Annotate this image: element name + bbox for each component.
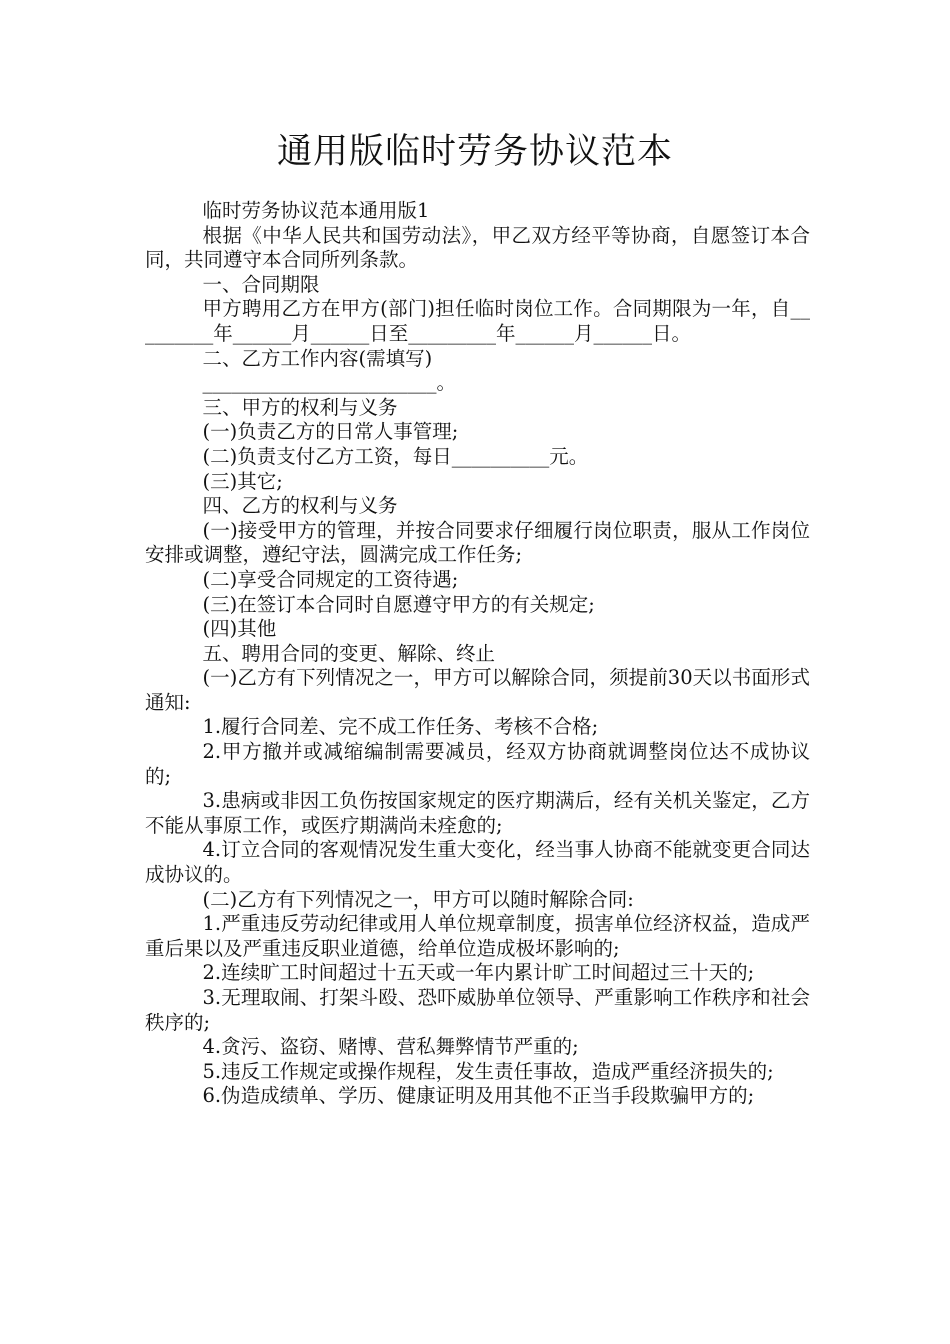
paragraph: (四)其他 xyxy=(202,617,277,641)
paragraph: (一)乙方有下列情况之一，甲方可以解除合同，须提前30天以书面形式通知: xyxy=(145,666,810,714)
paragraph: (一)接受甲方的管理，并按合同要求仔细履行岗位职责，服从工作岗位安排或调整，遵纪守法，圆满完成工作任务; xyxy=(145,518,810,567)
list-item: 6.伪造成绩单、学历、健康证明及用其他不正当手段欺骗甲方的; xyxy=(202,1084,755,1108)
fill-blank-line: ________________________。 xyxy=(202,371,457,395)
list-item: 1.严重违反劳动纪律或用人单位规章制度，损害单位经济权益，造成严重后果以及严重违反职业道德，给单位造成极坏影响的; xyxy=(145,912,810,960)
paragraph: (三)其它; xyxy=(202,469,283,493)
paragraph: (一)负责乙方的日常人事管理; xyxy=(202,420,459,444)
paragraph: 根据《中华人民共和国劳动法》，甲乙双方经平等协商，自愿签订本合同，共同遵守本合同所列条款。 xyxy=(145,223,810,272)
list-item: 1.履行合同差、完不成工作任务、考核不合格; xyxy=(202,715,599,739)
paragraph: (二)乙方有下列情况之一，甲方可以随时解除合同: xyxy=(202,887,634,911)
list-item: 4.贪污、盗窃、赌博、营私舞弊情节严重的; xyxy=(202,1035,579,1059)
section-heading: 一、合同期限 xyxy=(202,272,320,296)
section-heading: 二、乙方工作内容(需填写) xyxy=(202,346,433,370)
paragraph: (二)享受合同规定的工资待遇; xyxy=(202,567,459,591)
section-heading: 四、乙方的权利与义务 xyxy=(202,494,398,518)
list-item: 4.订立合同的客观情况发生重大变化，经当事人协商不能就变更合同达成协议的。 xyxy=(145,838,810,887)
list-item: 3.无理取闹、打架斗殴、恐吓威胁单位领导、严重影响工作秩序和社会秩序的; xyxy=(145,986,810,1034)
paragraph: (三)在签订本合同时自愿遵守甲方的有关规定; xyxy=(202,592,595,616)
paragraph: 临时劳务协议范本通用版1 xyxy=(202,199,430,222)
document-body xyxy=(145,199,810,1109)
section-heading: 三、甲方的权利与义务 xyxy=(202,395,398,419)
document-title: 通用版临时劳务协议范本 xyxy=(276,132,673,172)
list-item: 2.连续旷工时间超过十五天或一年内累计旷工时间超过三十天的; xyxy=(202,961,755,985)
list-item: 5.违反工作规定或操作规程，发生责任事故，造成严重经济损失的; xyxy=(202,1059,774,1083)
list-item: 2.甲方撤并或减缩编制需要减员，经双方协商就调整岗位达不成协议的; xyxy=(145,740,810,788)
list-item: 3.患病或非因工负伤按国家规定的医疗期满后，经有关机关鉴定，乙方不能从事原工作，或医疗期满尚未痊愈的; xyxy=(145,789,810,837)
paragraph: (二)负责支付乙方工资，每日__________元。 xyxy=(202,444,589,468)
paragraph: 甲方聘用乙方在甲方(部门)担任临时岗位工作。合同期限为一年，自_________年______月______日至_________年______月______日。 xyxy=(145,297,810,345)
section-heading: 五、聘用合同的变更、解除、终止 xyxy=(202,641,496,665)
